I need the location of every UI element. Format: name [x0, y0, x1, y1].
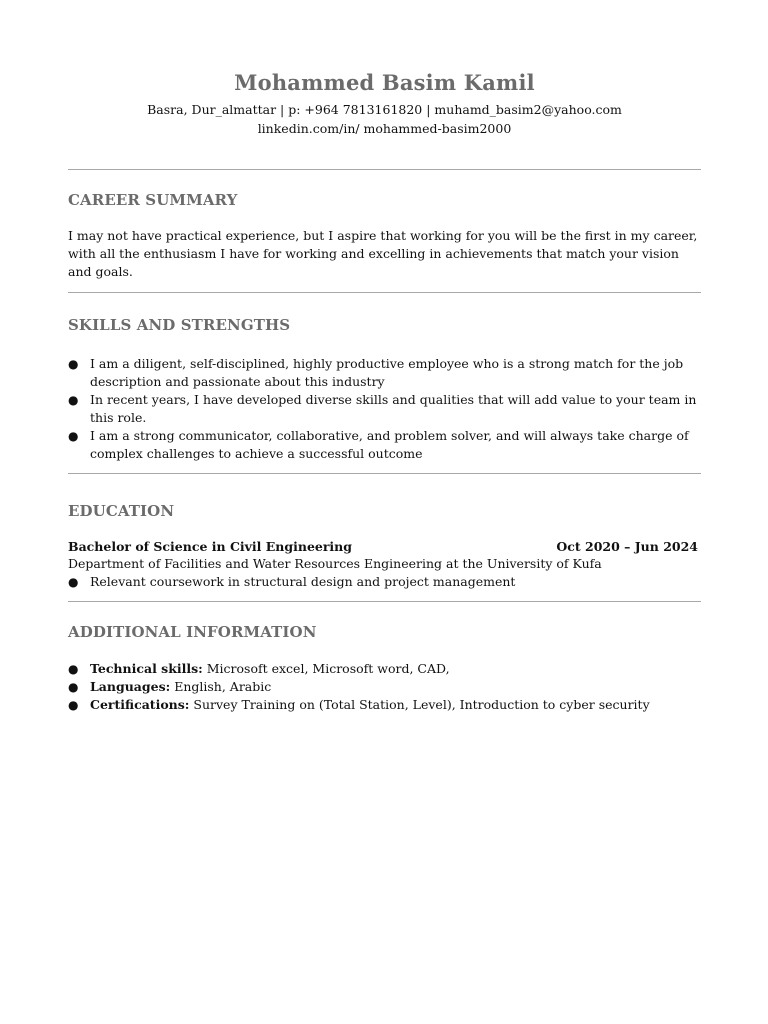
- bullet-icon: ●: [68, 662, 79, 676]
- info-value: Microsoft excel, Microsoft word, CAD,: [202, 661, 450, 676]
- divider: [68, 473, 701, 474]
- career-summary-text: I may not have practical experience, but I aspire that working for you will be the first in my career, with all the enthusiasm I have for working and excelling in achievements that match your vision and goals.: [68, 228, 698, 279]
- bullet-icon: ●: [68, 357, 79, 371]
- skills-heading: SKILLS AND STRENGTHS: [68, 316, 291, 334]
- candidate-name: Mohammed Basim Kamil: [234, 70, 535, 95]
- bullet-icon: ●: [68, 680, 79, 694]
- linkedin-url: linkedin.com/in/ mohammed-basim2000: [257, 121, 512, 136]
- bullet-icon: ●: [68, 393, 79, 407]
- bullet-icon: ●: [68, 698, 79, 712]
- list-item: [68, 678, 701, 696]
- info-label: Technical skills:: [90, 661, 203, 676]
- additional-info-list: [68, 660, 701, 714]
- contact-details: Basra, Dur_almattar | p: +964 7813161820 | muhamd_basim2@yahoo.com: [147, 102, 622, 117]
- education-entry: [68, 538, 701, 556]
- education-bullets: [68, 573, 701, 591]
- list-item: [68, 696, 701, 714]
- list-item: [68, 355, 701, 391]
- info-value: Survey Training on (Total Station, Level), Introduction to cyber security: [189, 697, 650, 712]
- bullet-icon: ●: [68, 429, 79, 443]
- degree-title: Bachelor of Science in Civil Engineering: [68, 539, 353, 554]
- info-label: Certifications:: [90, 697, 190, 712]
- list-item: [68, 391, 701, 427]
- education-heading: EDUCATION: [68, 502, 175, 520]
- skill-text: I am a strong communicator, collaborative, and problem solver, and will always take charge of complex challenges to achieve a successful outcome: [90, 428, 689, 461]
- info-value: English, Arabic: [170, 679, 272, 694]
- divider: [68, 601, 701, 602]
- bullet-icon: ●: [68, 575, 79, 589]
- divider: [68, 292, 701, 293]
- education-dates: Oct 2020 – Jun 2024: [556, 539, 698, 554]
- list-item: [68, 573, 701, 591]
- list-item: [68, 660, 701, 678]
- info-label: Languages:: [90, 679, 171, 694]
- additional-info-heading: ADDITIONAL INFORMATION: [68, 623, 317, 641]
- list-item: [68, 427, 701, 463]
- skills-list: [68, 355, 701, 463]
- divider: [68, 169, 701, 170]
- skill-text: In recent years, I have developed diverse skills and qualities that will add value to your team in this role.: [90, 392, 697, 425]
- coursework-text: Relevant coursework in structural design and project management: [90, 574, 516, 589]
- education-department: Department of Facilities and Water Resources Engineering at the University of Kufa: [68, 556, 602, 571]
- career-summary-heading: CAREER SUMMARY: [68, 191, 238, 209]
- skill-text: I am a diligent, self-disciplined, highly productive employee who is a strong match for the job description and passionate about this industry: [90, 356, 684, 389]
